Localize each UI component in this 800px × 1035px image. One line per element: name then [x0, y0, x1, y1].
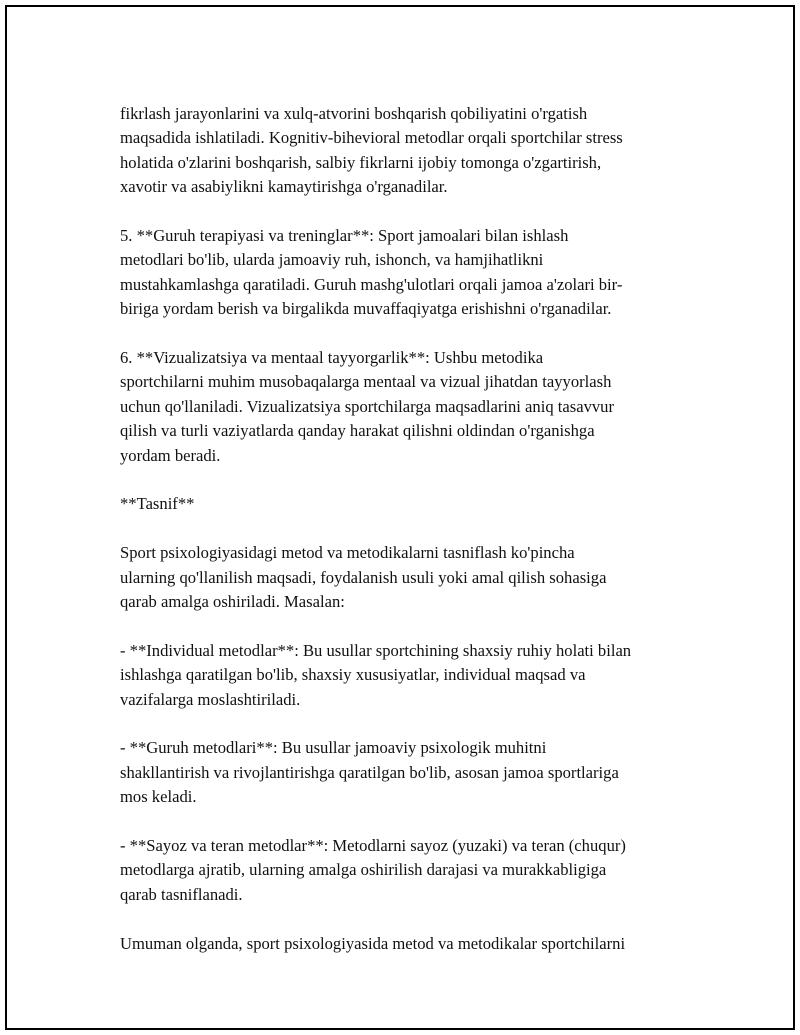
text-line: metodlari bo'lib, ularda jamoaviy ruh, ishonch, va hamjihatlikni	[120, 250, 544, 270]
page-frame	[5, 5, 795, 1030]
text-line: mos keladi.	[120, 787, 197, 807]
text-line: mustahkamlashga qaratiladi. Guruh mashg'ulotlari orqali jamoa a'zolari bir-	[120, 274, 623, 294]
text-line: shakllantirish va rivojlantirishga qaratilgan bo'lib, asosan jamoa sportlariga	[120, 762, 619, 782]
text-line: biriga yordam berish va birgalikda muvaffaqiyatga erishishni o'rganadilar.	[120, 299, 612, 319]
text-line: maqsadida ishlatiladi. Kognitiv-bihevioral metodlar orqali sportchilar stress	[120, 128, 623, 148]
text-line: - **Guruh metodlari**: Bu usullar jamoaviy psixologik muhitni	[120, 738, 547, 758]
text-line: Umuman olganda, sport psixologiyasida metod va metodikalar sportchilarni	[120, 933, 626, 953]
text-line: holatida o'zlarini boshqarish, salbiy fikrlarni ijobiy tomonga o'zgartirish,	[120, 152, 602, 172]
text-line: **Tasnif**	[120, 494, 195, 514]
text-line: yordam beradi.	[120, 445, 221, 465]
text-line: ularning qo'llanilish maqsadi, foydalanish usuli yoki amal qilish sohasiga	[120, 567, 607, 587]
text-line: metodlarga ajratib, ularning amalga oshirilish darajasi va murakkabligiga	[120, 860, 607, 880]
paragraph-visualization	[120, 346, 700, 468]
paragraph-conclusion	[120, 932, 700, 956]
text-line: qarab amalga oshiriladi. Masalan:	[120, 592, 345, 612]
list-item-shallow-deep-methods	[120, 834, 700, 907]
text-line: sportchilarni muhim musobaqalarga mentaal va vizual jihatdan tayyorlash	[120, 372, 612, 392]
text-line: ishlashga qaratilgan bo'lib, shaxsiy xususiyatlar, individual maqsad va	[120, 665, 586, 685]
text-line: - **Sayoz va teran metodlar**: Metodlarni sayoz (yuzaki) va teran (chuqur)	[120, 836, 626, 856]
list-item-group-methods	[120, 736, 700, 809]
text-line: xavotir va asabiylikni kamaytirishga o'rganadilar.	[120, 177, 448, 197]
text-line: 5. **Guruh terapiyasi va treninglar**: Sport jamoalari bilan ishlash	[120, 226, 569, 246]
text-line: qilish va turli vaziyatlarda qanday harakat qilishni oldindan o'rganishga	[120, 421, 595, 441]
text-line: uchun qo'llaniladi. Vizualizatsiya sportchilarga maqsadlarini aniq tasavvur	[120, 396, 614, 416]
list-item-individual-methods	[120, 639, 700, 712]
section-heading-tasnif	[120, 492, 700, 516]
text-line: fikrlash jarayonlarini va xulq-atvorini boshqarish qobiliyatini o'rgatish	[120, 104, 588, 123]
paragraph-cognitive-behavioral	[120, 102, 700, 200]
text-line: - **Individual metodlar**: Bu usullar sportchining shaxsiy ruhiy holati bilan	[120, 640, 632, 660]
paragraph-classification-intro	[120, 541, 700, 614]
text-line: qarab tasniflanadi.	[120, 884, 243, 904]
paragraph-group-therapy	[120, 224, 700, 322]
document-body	[120, 102, 700, 980]
text-line: 6. **Vizualizatsiya va mentaal tayyorgarlik**: Ushbu metodika	[120, 348, 544, 368]
text-line: Sport psixologiyasidagi metod va metodikalarni tasniflash ko'pincha	[120, 543, 575, 563]
text-line: vazifalarga moslashtiriladi.	[120, 689, 301, 709]
